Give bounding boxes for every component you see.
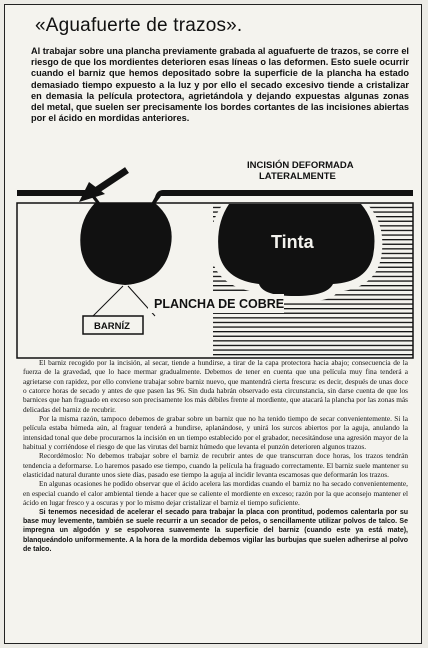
page-title: «Aguafuerte de trazos».: [35, 15, 243, 36]
incision-label-line2: LATERALMENTE: [259, 171, 336, 182]
paragraph: Recordémoslo: No debemos trabajar sobre el barniz de recubrir antes de que transcurran doce horas, los trazos tendrán tendencia a deformarse. Lo haremos pasado ese tiempo, cuando la película ha fraguado correctamente. El barniz suele mantener su elasticidad natural durante unos siete días, pasado ese tiempo la aguja al incidir levanta escamosas que deformarán los trazos.: [23, 451, 408, 480]
paragraph: En algunas ocasiones he podido observar que el ácido acelera las mordidas cuando el barniz no ha secado convenientemente, en especial cuando el calor ambiental tiende a hacer que se caliente el mordiente en exceso; razón por la que aconsejo mantener el ácido en lugar fresco y a oscuras y por lo mismo dejar cristalizar el barniz el tiempo suficiente.: [23, 479, 408, 508]
arrow-icon: [79, 170, 127, 202]
paragraph: Si tenemos necesidad de acelerar el secado para trabajar la placa con prontitud, podemos calentarla por su base muy levemente, también se suele recurrir a un secador de pelos, o sencillamente utilizar polvos de talco. Se impregna un algodón y se espolvorea suavemente la superficie del barniz (cuando este ya está mate), blanqueándolo uniformemente. A la hora de la mordida debemos vigilar las burbujas que suelen adherirse al polvo de talco.: [23, 508, 408, 553]
left-incision: [80, 203, 171, 285]
barniz-label: BARNÍZ: [94, 321, 130, 332]
body-text: [23, 358, 408, 554]
paragraph: El barniz recogido por la incisión, al secar, tiende a hundirse, a tirar de la capa protectora hacia abajo; consecuencia de la fuerza de la gravedad, que lo hace mermar gradualmente. Debemos de tener en cuenta que una película muy fina tenderá a agrietarse con rapidez, por ello conviene trabajar sobre barniz nuevo, que mantendrá cierta frescura: es decir, después de unas doce o catorce horas de secado y antes de que pasen las 96. Sin duda habrán observado esta circunstancia, sin darse cuenta de que los barnices que han fraguado en exceso son precisamente los más débiles frente al mordiente, que atacará la plancha por las zonas más delicadas del barniz de recubrir.: [23, 358, 408, 414]
tinta-label: Tinta: [271, 232, 314, 252]
intro-paragraph: Al trabajar sobre una plancha previamente grabada al aguafuerte de trazos, se corre el riesgo de que los mordientes deterioren esas líneas o las deformen. Esto suele ocurrir cuando el barniz que hemos depositado sobre la superficie de la plancha ha estado demasiado tiempo expuesto a la luz y por ello el secado excesivo tiende a cristalizar en demasia la película protectora, agrietándola y dejando expuestas algunas zonas del metal, que suelen ser precisamente los bordes cortantes de las incisiones abiertas por el ácido en mordidas anteriores.: [31, 46, 409, 124]
incision-label-line1: INCISIÓN DEFORMADA: [247, 160, 354, 171]
document-page: [4, 4, 422, 644]
plancha-label: PLANCHA DE COBRE: [154, 297, 285, 311]
varnish-layer: [17, 190, 413, 204]
etching-diagram: [15, 160, 415, 360]
paragraph: Por la misma razón, tampoco debemos de grabar sobre un barniz que no ha tenido tiempo de secar convenientemente. Si la película estaba húmeda aún, al fraguar tenderá a hundirse, aplanándose, y unirá los surcos abiertos por la aguja, anulando la intensidad tonal que debe procurarnos la incisión en un tiempo establecido por el grabador, necesitándose una agresión mayor de la habitual y corriéndose el riesgo de que las virutas del barniz húmedo que levanta el punzón deterioren algunos trazos.: [23, 414, 408, 452]
barniz-pointer-left: [93, 286, 123, 316]
